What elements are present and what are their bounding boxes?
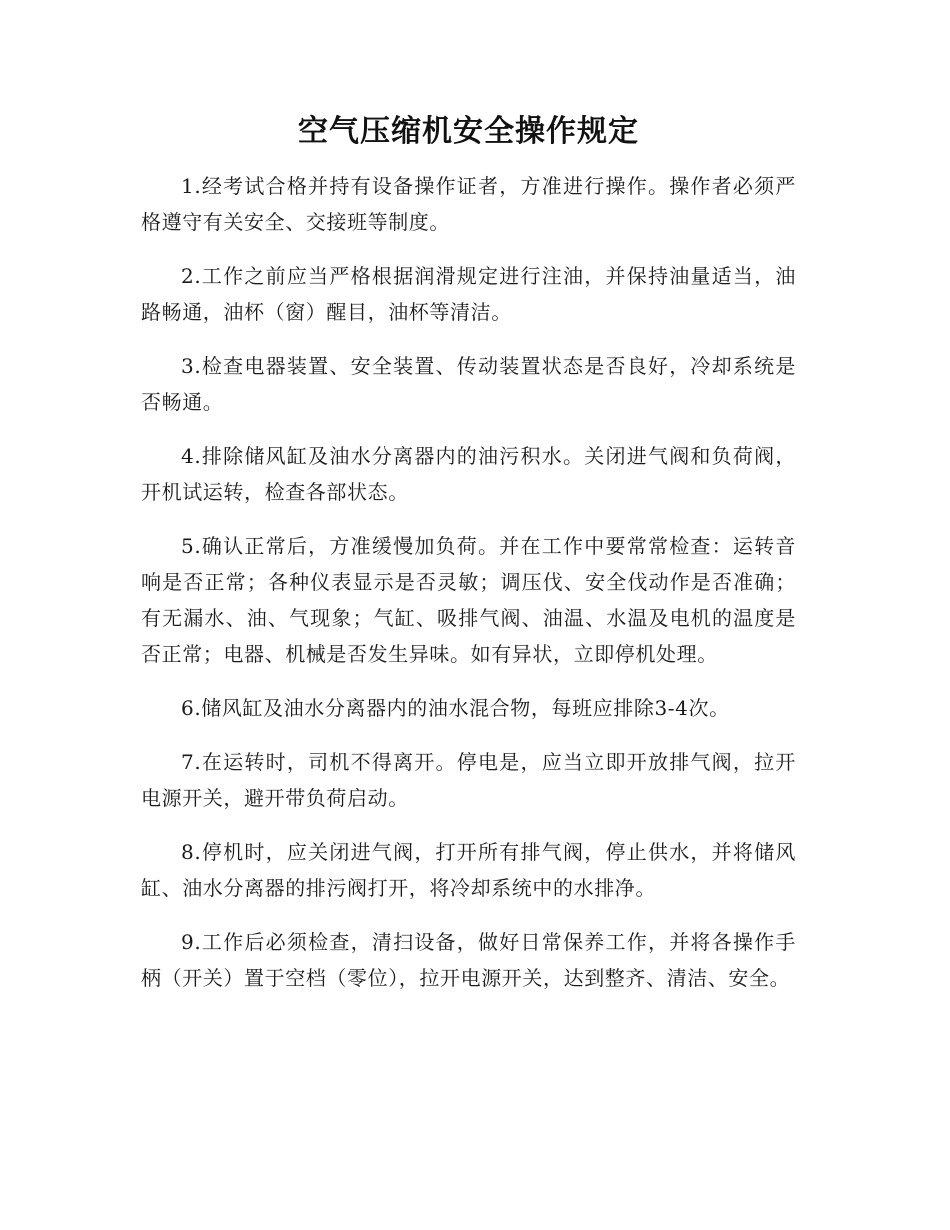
rule-item-2: 2.工作之前应当严格根据润滑规定进行注油，并保持油量适当，油路畅通，油杯（窗）醒目，油杯等清洁。 [141,264,796,324]
rule-item-8: 8.停机时，应关闭进气阀，打开所有排气阀，停止供水，并将储风缸、油水分离器的排污阀打开，将冷却系统中的水排净。 [141,840,796,900]
rule-item-5: 5.确认正常后，方准缓慢加负荷。并在工作中要常常检查：运转音响是否正常；各种仪表显示是否灵敏；调压伐、安全伐动作是否准确；有无漏水、油、气现象；气缸、吸排气阀、油温、水温及电机的温度是否正常；电器、机械是否发生异味。如有异状，立即停机处理。 [141,534,796,666]
document-page [141,110,796,1014]
rule-item-1: 1.经考试合格并持有设备操作证者，方准进行操作。操作者必须严格遵守有关安全、交接班等制度。 [141,174,796,234]
rules-list [141,168,796,996]
document-title: 空气压缩机安全操作规定 [298,114,639,149]
rule-item-3: 3.检查电器装置、安全装置、传动装置状态是否良好，冷却系统是否畅通。 [141,354,796,414]
rule-item-4: 4.排除储风缸及油水分离器内的油污积水。关闭进气阀和负荷阀，开机试运转，检查各部状态。 [141,444,796,504]
rule-item-7: 7.在运转时，司机不得离开。停电是，应当立即开放排气阀，拉开电源开关，避开带负荷启动。 [141,750,796,810]
rule-item-6: 6.储风缸及油水分离器内的油水混合物，每班应排除3-4次。 [181,696,730,720]
rule-item-9: 9.工作后必须检查，清扫设备，做好日常保养工作，并将各操作手柄（开关）置于空档（零位），拉开电源开关，达到整齐、清洁、安全。 [141,930,796,990]
